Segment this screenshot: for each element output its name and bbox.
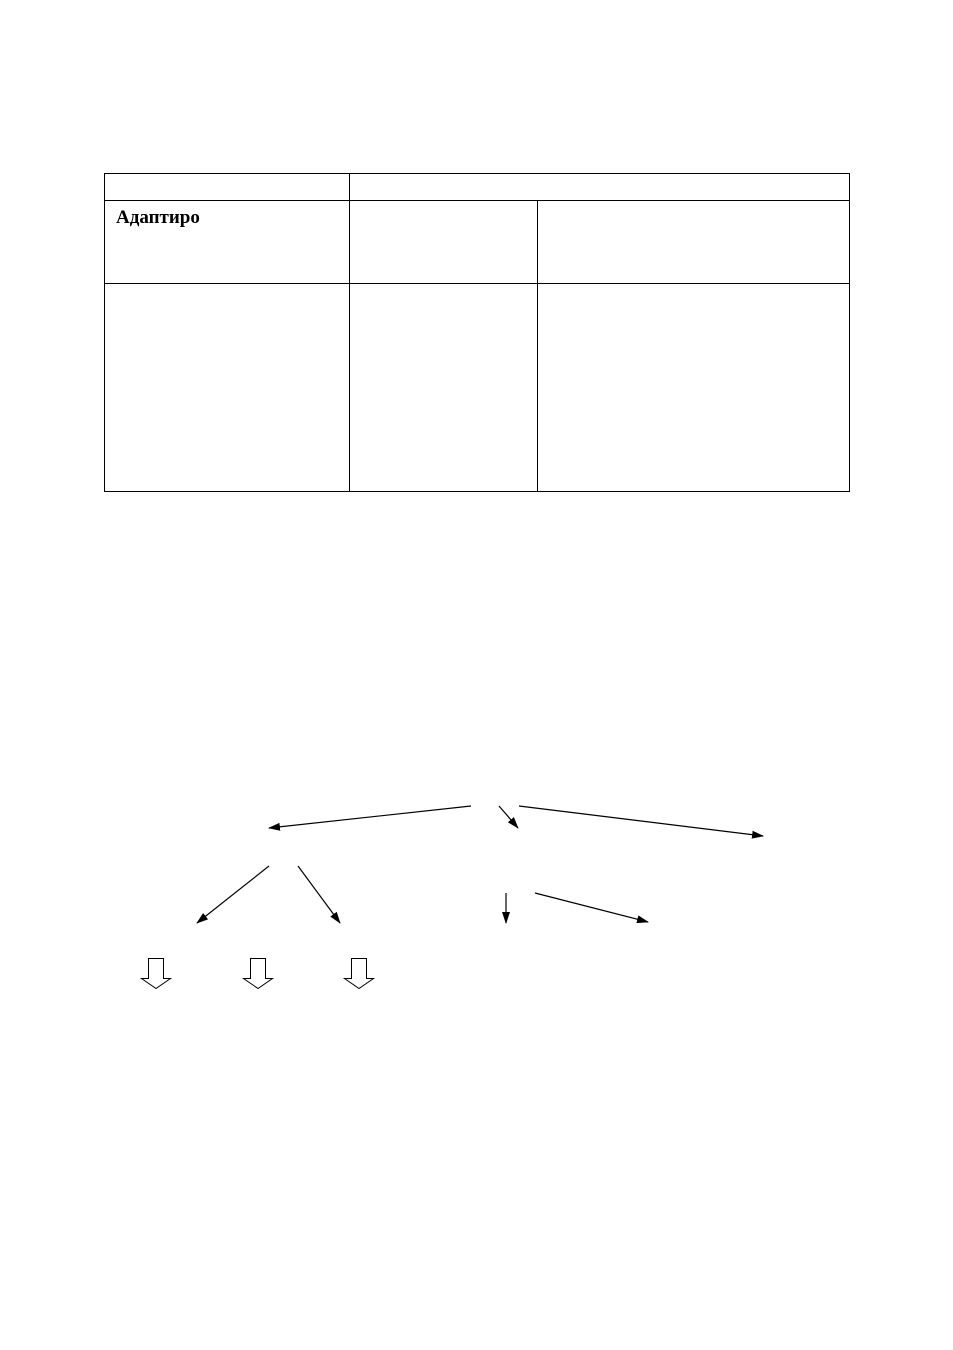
table-cell-label: Адаптиро: [105, 201, 350, 284]
table-row: [105, 284, 850, 492]
table-cell: [350, 174, 850, 201]
hollow-down-arrow-icon: [345, 959, 374, 989]
table-header-row: [105, 174, 850, 201]
hollow-down-arrow-icon: [142, 959, 171, 989]
table-row: [105, 201, 850, 284]
document-table: [104, 173, 850, 492]
table-cell: [350, 201, 538, 284]
table-cell: [105, 174, 350, 201]
arrow-line: [269, 806, 471, 828]
arrow-line: [298, 866, 340, 923]
table-cell: [538, 201, 850, 284]
hollow-down-arrow-icon: [244, 959, 273, 989]
arrow-line: [197, 866, 269, 923]
table-cell: [105, 284, 350, 492]
table-cell: [350, 284, 538, 492]
arrow-line: [499, 806, 518, 828]
arrow-line: [535, 893, 648, 922]
arrow-line: [519, 806, 763, 836]
table-cell: [538, 284, 850, 492]
